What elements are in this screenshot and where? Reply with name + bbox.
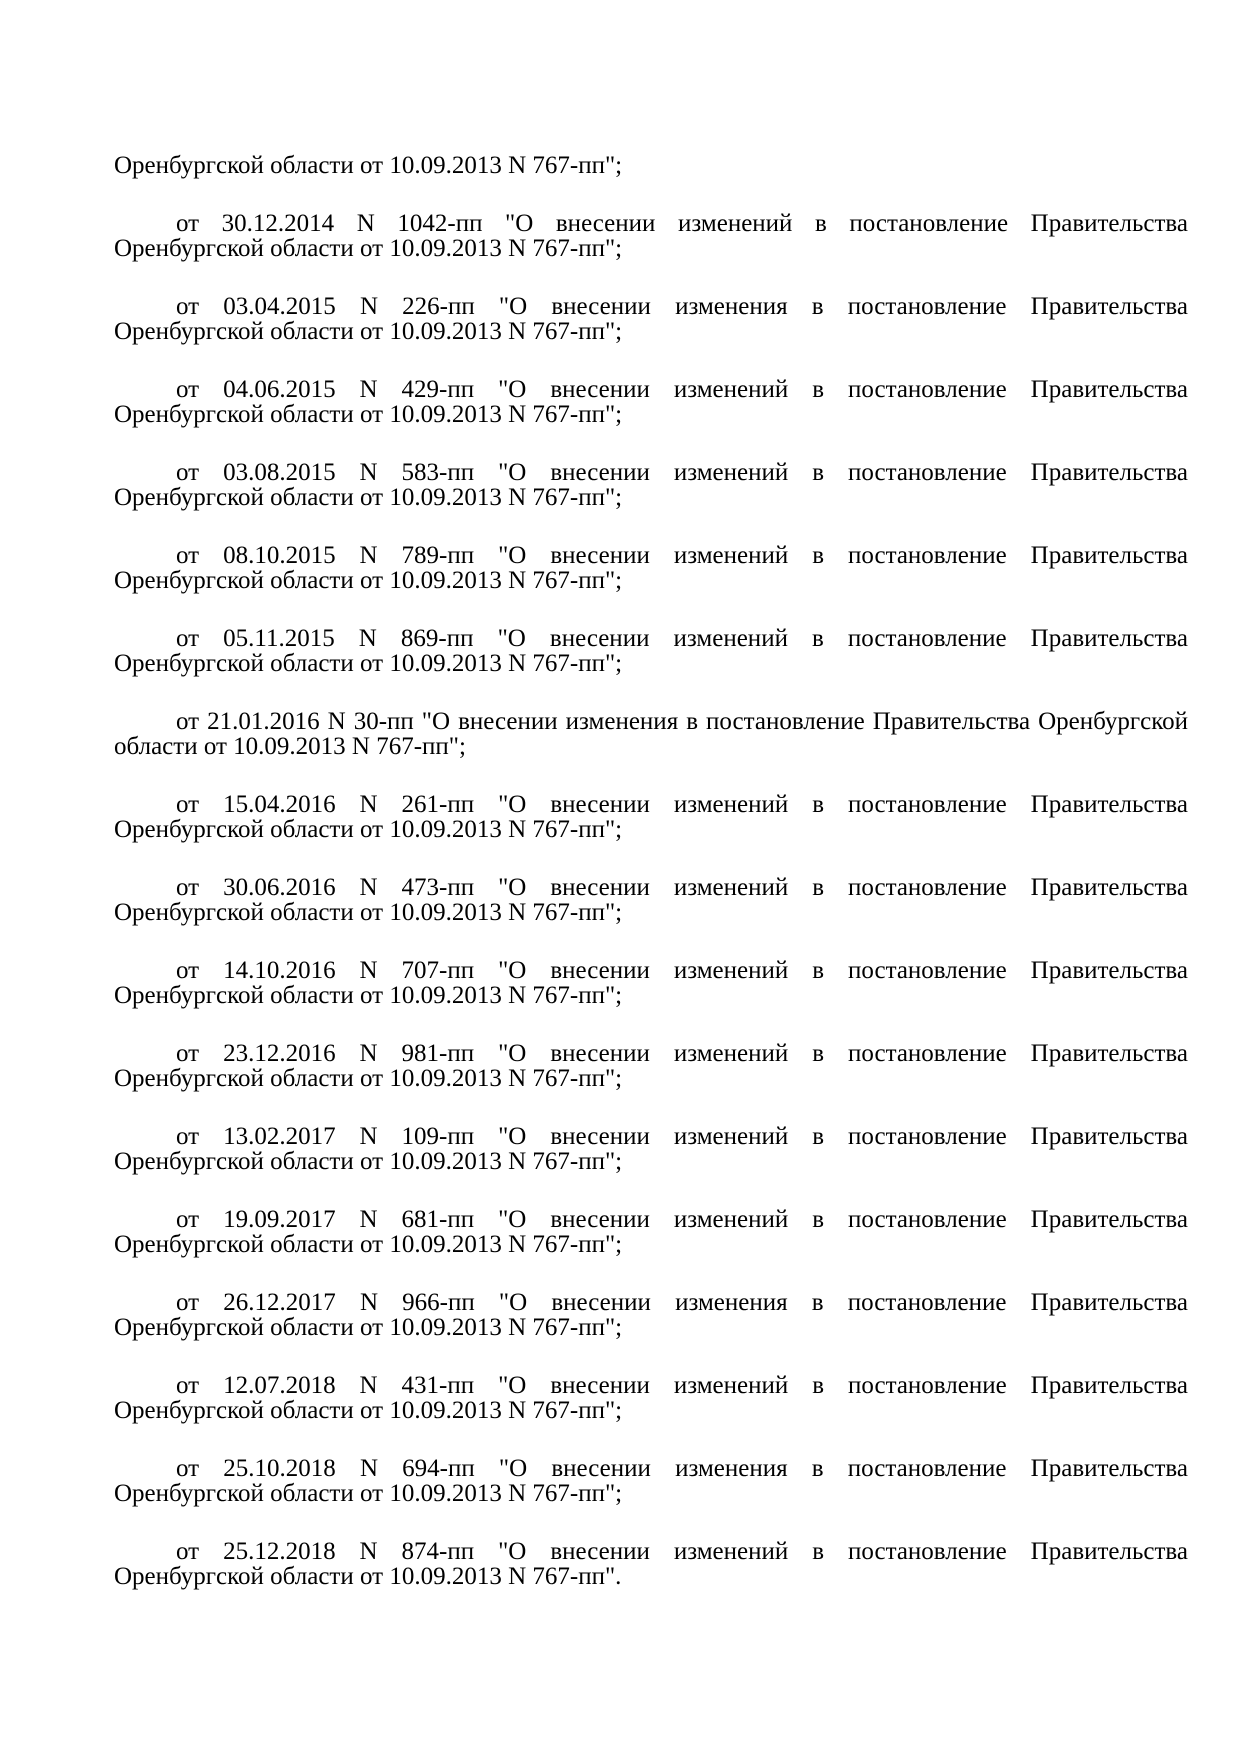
paragraph-line-2: Оренбургской области от 10.09.2013 N 767-пп"; [114,1314,623,1341]
paragraph-line-1: от 14.10.2016 N 707-пп "О внесении изменений в постановление Правительства [176,957,1188,984]
amendment-paragraph [114,1456,1188,1506]
amendment-paragraph [114,875,1188,925]
paragraph-line-2: Оренбургской области от 10.09.2013 N 767-пп"; [114,1231,623,1258]
paragraph-line-2: Оренбургской области от 10.09.2013 N 767-пп"; [114,982,623,1009]
amendment-paragraph [114,543,1188,593]
amendment-paragraph [114,377,1188,427]
amendment-paragraph [114,958,1188,1008]
paragraph-line-2: Оренбургской области от 10.09.2013 N 767-пп"; [114,816,623,843]
amendment-paragraph [114,294,1188,344]
paragraph-line-1: от 03.04.2015 N 226-пп "О внесении изменения в постановление Правительства [176,293,1188,320]
paragraph-line-2: Оренбургской области от 10.09.2013 N 767-пп"; [114,1065,623,1092]
paragraph-line-2: Оренбургской области от 10.09.2013 N 767-пп"; [114,650,623,677]
paragraph-line-1: от 13.02.2017 N 109-пп "О внесении изменений в постановление Правительства [176,1123,1188,1150]
paragraph-line-2: Оренбургской области от 10.09.2013 N 767-пп"; [114,899,623,926]
paragraph-line-2: Оренбургской области от 10.09.2013 N 767-пп"; [114,484,623,511]
paragraph-line-2: Оренбургской области от 10.09.2013 N 767-пп". [114,1563,622,1590]
amendment-paragraph [114,1539,1188,1589]
paragraph-line-1: от 30.12.2014 N 1042-пп "О внесении изменений в постановление Правительства [176,210,1188,237]
paragraph-line-1: от 21.01.2016 N 30-пп "О внесении изменения в постановление Правительства Оренбургской [176,708,1188,735]
amendment-paragraph [114,1290,1188,1340]
paragraph-line-1: от 23.12.2016 N 981-пп "О внесении изменений в постановление Правительства [176,1040,1188,1067]
paragraph-line-1: от 05.11.2015 N 869-пп "О внесении изменений в постановление Правительства [176,625,1188,652]
paragraph-line-2: Оренбургской области от 10.09.2013 N 767-пп"; [114,1148,623,1175]
amendment-paragraph [114,709,1188,759]
paragraph-line-1: от 12.07.2018 N 431-пп "О внесении изменений в постановление Правительства [176,1372,1188,1399]
amendment-paragraph [114,460,1188,510]
amendment-paragraph [114,1124,1188,1174]
paragraph-line-1: от 26.12.2017 N 966-пп "О внесении изменения в постановление Правительства [176,1289,1188,1316]
paragraph-line-1: от 19.09.2017 N 681-пп "О внесении изменений в постановление Правительства [176,1206,1188,1233]
amendment-paragraph [114,211,1188,261]
amendment-paragraph [114,1041,1188,1091]
paragraph-line-2: Оренбургской области от 10.09.2013 N 767-пп"; [114,567,623,594]
amendment-paragraph [114,626,1188,676]
paragraph-line-2: Оренбургской области от 10.09.2013 N 767-пп"; [114,401,623,428]
paragraph-line-2: Оренбургской области от 10.09.2013 N 767-пп"; [114,1480,623,1507]
amendment-paragraph [114,1373,1188,1423]
paragraph-line-1: от 08.10.2015 N 789-пп "О внесении изменений в постановление Правительства [176,542,1188,569]
paragraph-line-1: от 25.10.2018 N 694-пп "О внесении изменения в постановление Правительства [176,1455,1188,1482]
paragraph-line-2: области от 10.09.2013 N 767-пп"; [114,733,466,760]
paragraph-continuation [114,153,1188,178]
paragraph-line: Оренбургской области от 10.09.2013 N 767-пп"; [114,152,623,179]
paragraph-line-1: от 25.12.2018 N 874-пп "О внесении изменений в постановление Правительства [176,1538,1188,1565]
paragraph-line-1: от 03.08.2015 N 583-пп "О внесении изменений в постановление Правительства [176,459,1188,486]
paragraph-line-2: Оренбургской области от 10.09.2013 N 767-пп"; [114,235,623,262]
paragraph-line-1: от 15.04.2016 N 261-пп "О внесении изменений в постановление Правительства [176,791,1188,818]
paragraph-line-1: от 04.06.2015 N 429-пп "О внесении изменений в постановление Правительства [176,376,1188,403]
amendment-paragraph [114,792,1188,842]
amendment-paragraph [114,1207,1188,1257]
paragraph-line-2: Оренбургской области от 10.09.2013 N 767-пп"; [114,318,623,345]
paragraph-line-2: Оренбургской области от 10.09.2013 N 767-пп"; [114,1397,623,1424]
paragraph-line-1: от 30.06.2016 N 473-пп "О внесении изменений в постановление Правительства [176,874,1188,901]
